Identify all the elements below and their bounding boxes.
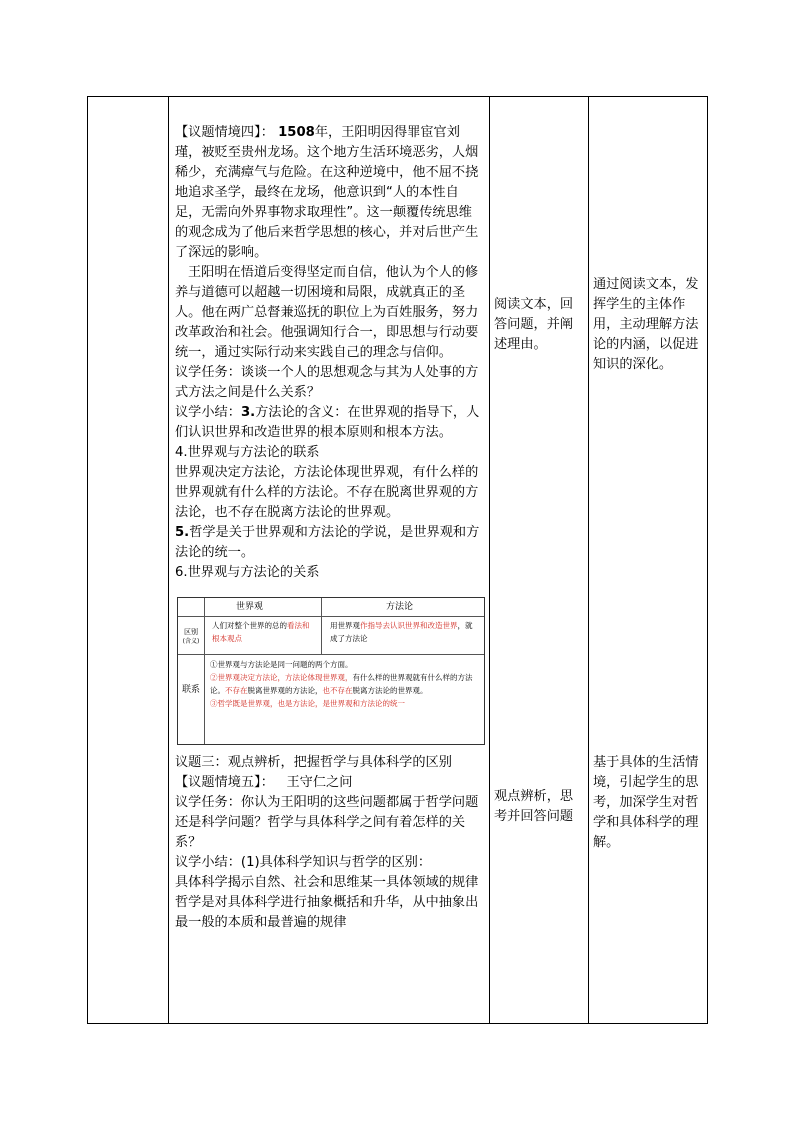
science-paragraph: 具体科学揭示自然、社会和思维某一具体领域的规律: [175, 875, 479, 890]
purpose-cell: [589, 97, 708, 1024]
summary-1: 议学小结：3.方法论的含义：在世界观的指导下，人们认识世界和改造世界的根本原则和根本方法。: [175, 405, 480, 440]
worldview-methodology-figure: [177, 597, 485, 745]
scene4-heading: 【议题情境四】：: [175, 125, 274, 140]
heading-4: 4.世界观与方法论的联系: [175, 445, 320, 460]
topic-3: 议题三：观点辨析，把握哲学与具体科学的区别: [175, 755, 452, 770]
paragraph-4: 世界观决定方法论，方法论体现世界观，有什么样的世界观就有什么样的方法论。不存在脱离世界观的方法论，也不存在脱离方法论的世界观。: [175, 465, 479, 520]
content-cell: [169, 97, 490, 1024]
summary-2: 议学小结：(1)具体科学知识与哲学的区别：: [175, 855, 432, 870]
scene4-body: 年，王阳明因得罪宦官刘瑾，被贬至贵州龙场。这个地方生活环境恶劣，人烟稀少，充满瘴气与危险。在这种逆境中，他不屈不挠地追求圣学，最终在龙场，他意识到“人的本性自足，无需向外界事物求取理性”。这一颠覆传统思维的观念成为了他后来哲学思想的核心，并对后世产生了深远的影响。: [175, 125, 479, 260]
scene4-paragraph: [175, 123, 483, 263]
activity-1: 阅读文本，回答问题，并阐述理由。: [494, 297, 574, 352]
wang-yangming-paragraph: 王阳明在悟道后变得坚定而自信，他认为个人的修养与道德可以超越一切困境和局限，成就真正的圣人。他在两广总督兼巡抚的职位上为百姓服务，努力改革政治和社会。他强调知行合一，即思想与行动要统一，通过实际行动来实践自己的理念与信仰。: [175, 265, 479, 360]
heading-6: 6.世界观与方法论的关系: [175, 565, 320, 580]
blank-column-cell: [88, 97, 169, 1024]
figure-connection-text: ①世界观与方法论是同一问题的两个方面。 ②世界观决定方法论，方法论体现世界观，有什么样的世界观就有什么样的方法论。不存在脱离世界观的方法论，也不存在脱离方法论的世界观。 ③哲学既是世界观，也是方法论，是世界观和方法论的统一: [210, 660, 473, 708]
figure-methodology-definition: 用世界观作指导去认识世界和改造世界，就成了方法论: [330, 621, 473, 643]
figure-worldview-definition: 人们对整个世界的总的看法和根本观点: [212, 621, 310, 643]
purpose-1: 通过阅读文本，发挥学生的主体作用，主动理解方法论的内涵，以促进知识的深化。: [593, 277, 699, 372]
figure-col-methodology: 方法论: [386, 602, 414, 612]
activity-2: 观点辨析，思考并回答问题: [494, 789, 574, 824]
scene4-year: 1508: [278, 125, 315, 140]
task-2: 议学任务：你认为王阳明的这些问题都属于哲学问题还是科学问题？哲学与具体科学之间有着怎样的关系？: [175, 795, 479, 850]
heading-5: 5.哲学是关于世界观和方法论的学说，是世界观和方法论的统一。: [175, 525, 480, 560]
purpose-2: 基于具体的生活情境，引起学生的思考，加深学生对哲学和具体科学的理解。: [593, 755, 699, 850]
philosophy-paragraph: 哲学是对具体科学进行抽象概括和升华，从中抽象出最一般的本质和最普遍的规律: [175, 895, 479, 930]
figure-col-worldview: 世界观: [236, 602, 264, 612]
lesson-plan-table: [87, 96, 708, 1024]
task-1: 议学任务：谈谈一个人的思想观念与其为人处事的方式方法之间是什么关系？: [175, 365, 479, 400]
activity-cell: [490, 97, 589, 1024]
figure-row-difference-label: 区别 (含义): [182, 628, 200, 645]
scene5-line: 【议题情境五】： 王守仁之问: [175, 775, 353, 790]
figure-row-connection-label: 联系: [182, 685, 201, 695]
